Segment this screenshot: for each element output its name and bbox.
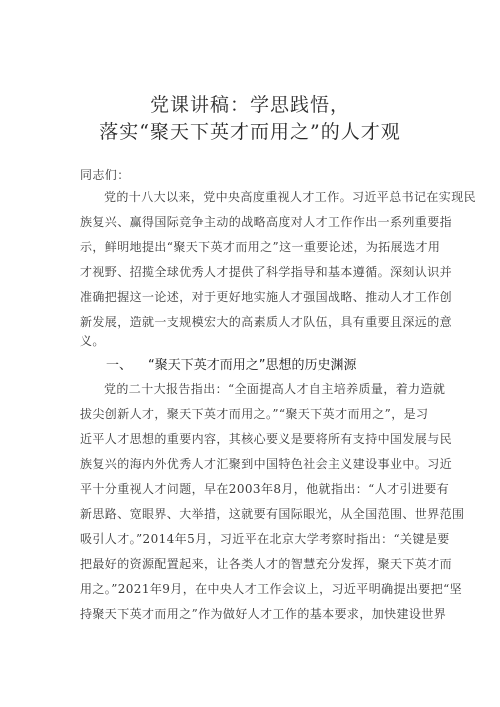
paragraph-1-line: 义。	[80, 334, 105, 348]
document-title-line-1: 党课讲稿：学思践悟，	[149, 94, 350, 116]
paragraph-2-line: 平十分重视人才问题，早在2003年8月，他就指出：“人才引进要有	[80, 482, 450, 496]
paragraph-2-line: 新思路、宽眼界、大举措，这就要有国际眼光，从全国范围、世界范围	[80, 507, 465, 521]
paragraph-1-line: 族复兴、赢得国际竞争主动的战略高度对人才工作作出一系列重要指	[80, 215, 453, 229]
paragraph-2-line: 近平人才思想的重要内容，其核心要义是要将所有支持中国发展与民	[80, 432, 453, 446]
paragraph-1-line: 示，鲜明地提出“聚天下英才而用之”这一重要论述，为拓展选才用	[80, 240, 441, 254]
section-number: 一、	[106, 358, 133, 373]
paragraph-2-line: 把最好的资源配置起来，让各类人才的智慧充分发挥，聚天下英才而	[80, 557, 453, 571]
paragraph-1-line: 准确把握这一论述，对于更好地实施人才强国战略、推动人才工作创	[80, 290, 453, 304]
paragraph-2-line: 族复兴的海内外优秀人才汇聚到中国特色社会主义建设事业中。习近	[80, 457, 453, 471]
document-title-line-2: 落实“聚天下英才而用之”的人才观	[99, 121, 401, 143]
paragraph-2-line: 用之。”2021年9月，在中央人才工作会议上，习近平明确提出要把“坚	[80, 582, 463, 596]
section-title: “聚天下英才而用之”思想的历史渊源	[148, 358, 357, 373]
paragraph-2-line: 持聚天下英才而用之”作为做好人才工作的基本要求，加快建设世界	[80, 607, 447, 621]
paragraph-2-line: 吸引人才。”2014年5月，习近平在北京大学考察时指出：“关键是要	[80, 532, 450, 546]
paragraph-1-line: 新发展，造就一支规模宏大的高素质人才队伍，具有重要且深远的意	[80, 315, 453, 329]
paragraph-2-line: 拔尖创新人才，聚天下英才而用之。”“聚天下英才而用之”，是习	[80, 407, 429, 421]
section-heading	[106, 354, 357, 373]
paragraph-1-line: 党的十八大以来，党中央高度重视人才工作。习近平总书记在实现民	[104, 190, 477, 204]
paragraph-2-line: 党的二十大报告指出：“全面提高人才自主培养质量，着力造就	[104, 382, 446, 396]
salutation: 同志们：	[80, 168, 130, 182]
paragraph-1-line: 才视野、招揽全球优秀人才提供了科学指导和基本遵循。深刻认识并	[80, 265, 453, 279]
